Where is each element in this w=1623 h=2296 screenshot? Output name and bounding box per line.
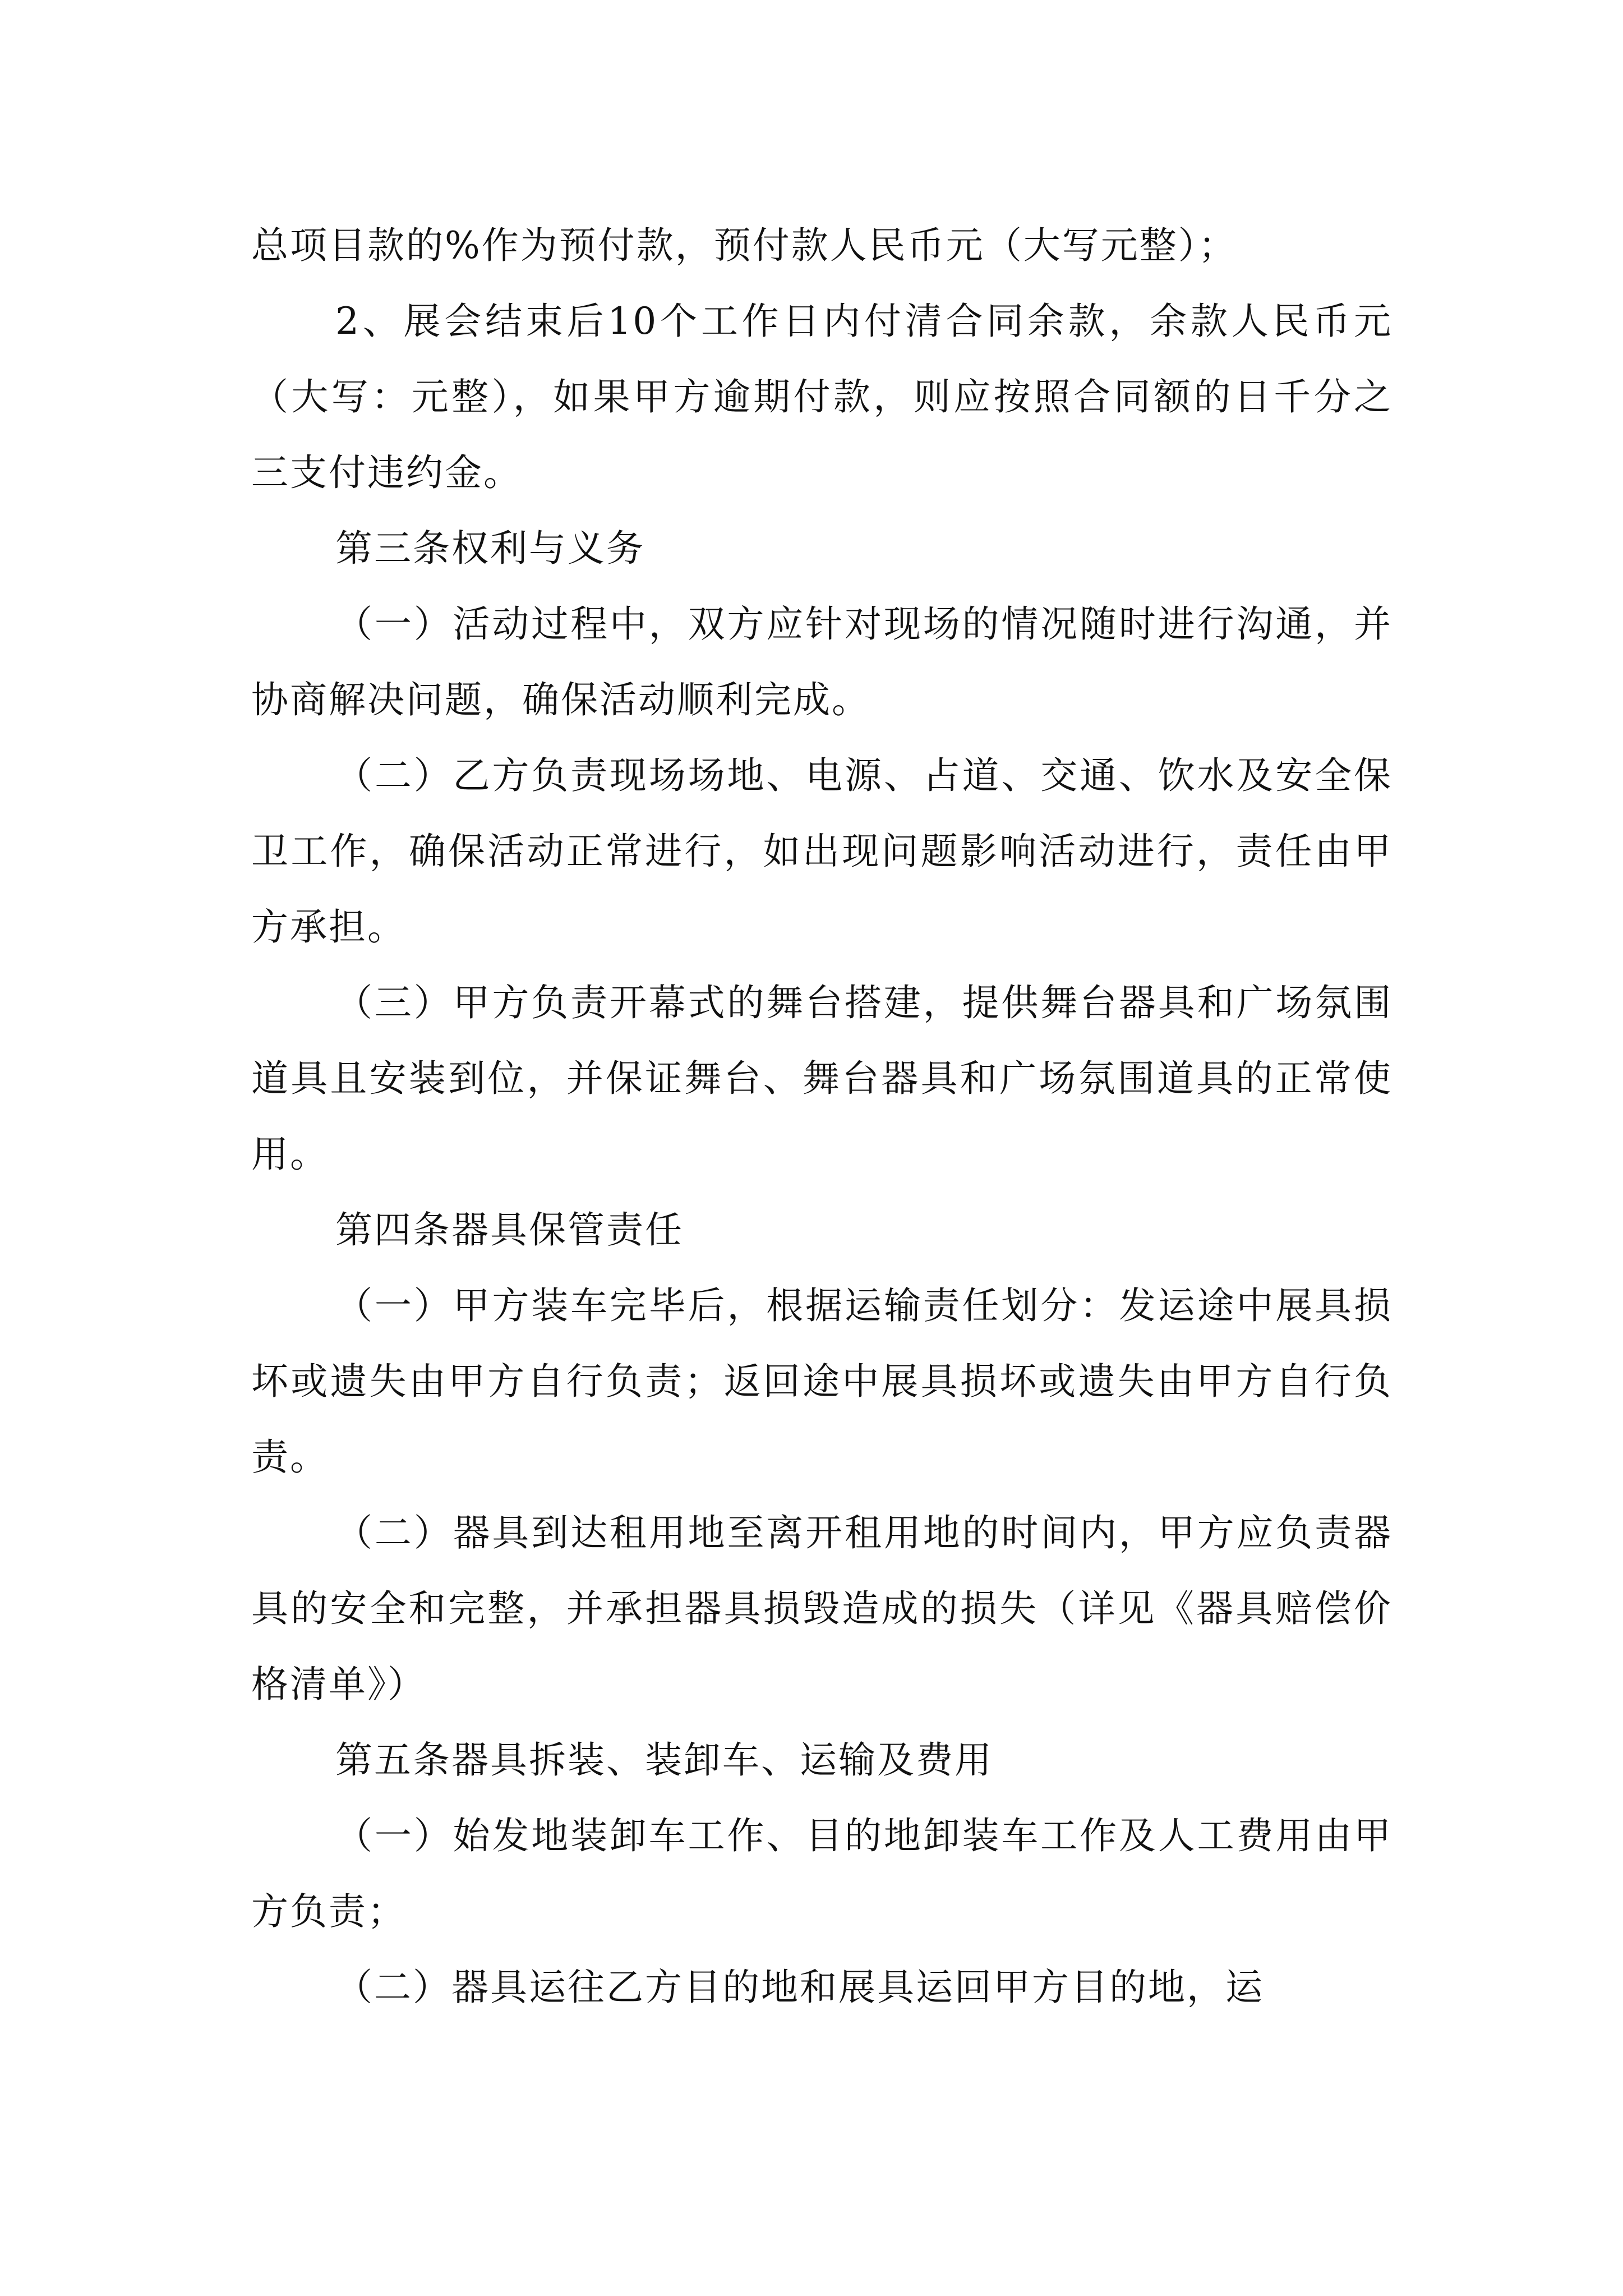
section-heading-4: 第四条器具保管责任 (335, 1208, 684, 1251)
paragraph-6: （三）甲方负责开幕式的舞台搭建，提供舞台器具和广场氛围道具且安装到位，并保证舞台、舞台器具和广场氛围道具的正常使用。 (251, 981, 1393, 1176)
paragraph-8: （一）甲方装车完毕后，根据运输责任划分：发运途中展具损坏或遗失由甲方自行负责；返回途中展具损坏或遗失由甲方自行负责。 (251, 1284, 1393, 1479)
paragraph-9: （二）器具到达租用地至离开租用地的时间内，甲方应负责器具的安全和完整，并承担器具损毁造成的损失（详见《器具赔偿价格清单》） (251, 1511, 1393, 1706)
document-body (251, 208, 1393, 2025)
paragraph-2: 2、展会结束后10个工作日内付清合同余款，余款人民币元（大写：元整），如果甲方逾期付款，则应按照合同额的日千分之三支付违约金。 (251, 300, 1393, 494)
paragraph-5: （二）乙方负责现场场地、电源、占道、交通、饮水及安全保卫工作，确保活动正常进行，如出现问题影响活动进行，责任由甲方承担。 (251, 754, 1393, 949)
section-heading-5: 第五条器具拆装、装卸车、运输及费用 (335, 1738, 993, 1782)
paragraph-12: （二）器具运往乙方目的地和展具运回甲方目的地，运 (335, 1966, 1264, 2009)
paragraph-1: 总项目款的%作为预付款，预付款人民币元（大写元整）； (251, 224, 1237, 267)
paragraph-4: （一）活动过程中，双方应针对现场的情况随时进行沟通，并协商解决问题，确保活动顺利完成。 (251, 602, 1393, 721)
section-heading-3: 第三条权利与义务 (335, 527, 645, 570)
paragraph-11: （一）始发地装卸车工作、目的地卸装车工作及人工费用由甲方负责； (251, 1814, 1393, 1933)
